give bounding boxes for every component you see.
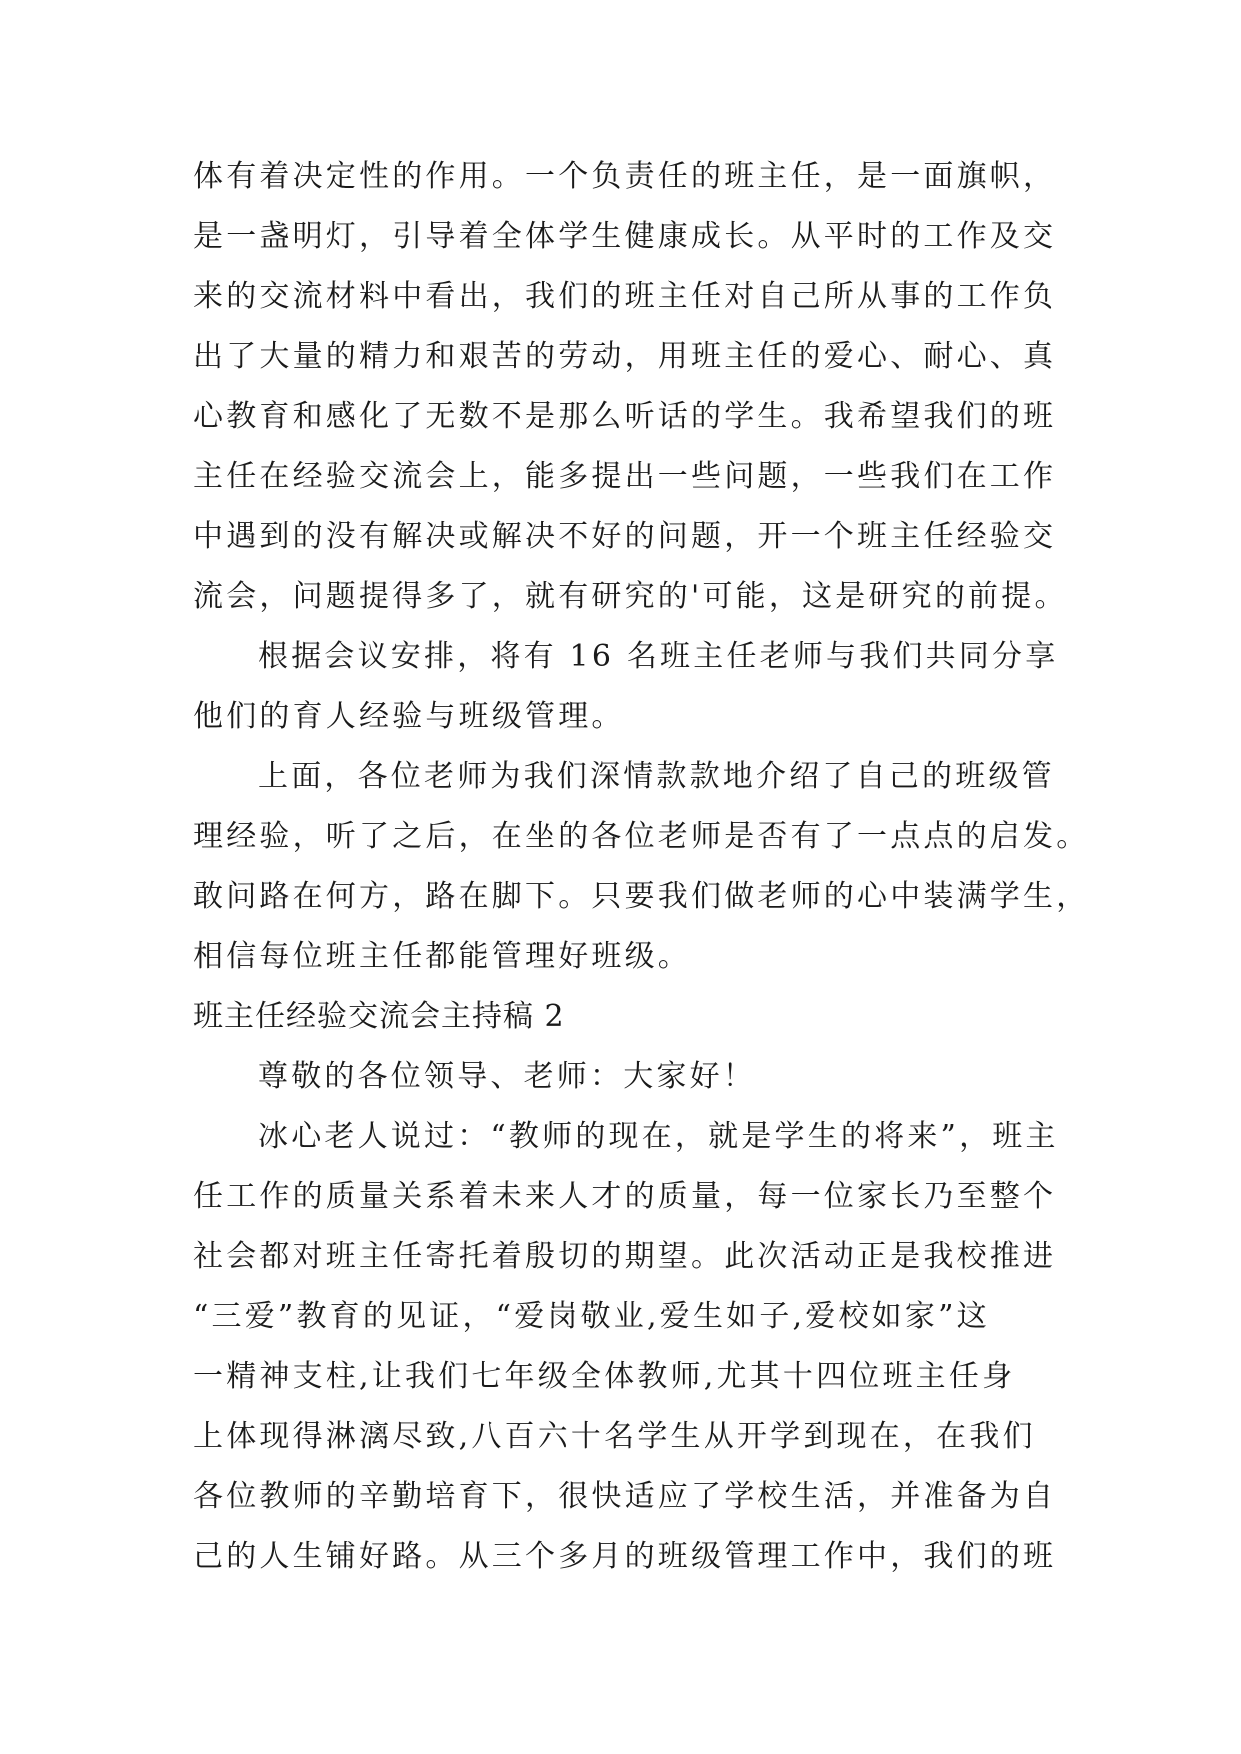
section-title: 班主任经验交流会主持稿 2 xyxy=(193,999,565,1034)
paragraph-line: 他们的育人经验与班级管理。 xyxy=(193,699,625,734)
paragraph-line: 中遇到的没有解决或解决不好的问题，开一个班主任经验交 xyxy=(193,519,1057,554)
paragraph-line: 体有着决定性的作用。一个负责任的班主任，是一面旗帜， xyxy=(193,159,1057,194)
paragraph-line: 来的交流材料中看出，我们的班主任对自己所从事的工作负 xyxy=(193,279,1057,314)
paragraph-line: 上面，各位老师为我们深情款款地介绍了自己的班级管 xyxy=(258,759,1055,794)
paragraph-line: 主任在经验交流会上，能多提出一些问题，一些我们在工作 xyxy=(193,459,1057,494)
paragraph-line: 根据会议安排，将有 16 名班主任老师与我们共同分享 xyxy=(258,639,1059,674)
paragraph-line: 流会，问题提得多了，就有研究的'可能，这是研究的前提。 xyxy=(193,579,1068,614)
paragraph-line: 上体现得淋漓尽致,八百六十名学生从开学到现在，在我们 xyxy=(193,1419,1036,1454)
paragraph-line: 敢问路在何方，路在脚下。只要我们做老师的心中装满学生， xyxy=(193,879,1090,914)
paragraph-line: 理经验，听了之后，在坐的各位老师是否有了一点点的启发。 xyxy=(193,819,1090,854)
paragraph-line: 心教育和感化了无数不是那么听话的学生。我希望我们的班 xyxy=(193,399,1057,434)
paragraph-line: 己的人生铺好路。从三个多月的班级管理工作中，我们的班 xyxy=(193,1539,1057,1574)
paragraph-line: 社会都对班主任寄托着殷切的期望。此次活动正是我校推进 xyxy=(193,1239,1057,1274)
paragraph-line: 冰心老人说过：“教师的现在，就是学生的将来”，班主 xyxy=(258,1119,1059,1154)
paragraph-line: 各位教师的辛勤培育下，很快适应了学校生活，并准备为自 xyxy=(193,1479,1057,1514)
paragraph-line: 相信每位班主任都能管理好班级。 xyxy=(193,939,691,974)
paragraph-line: 是一盏明灯，引导着全体学生健康成长。从平时的工作及交 xyxy=(193,219,1057,254)
paragraph-line: “三爱”教育的见证，“爱岗敬业,爱生如子,爱校如家”这 xyxy=(193,1299,990,1334)
paragraph-line: 任工作的质量关系着未来人才的质量，每一位家长乃至整个 xyxy=(193,1179,1057,1214)
greeting-line: 尊敬的各位领导、老师：大家好！ xyxy=(258,1059,756,1094)
paragraph-line: 一精神支柱,让我们七年级全体教师,尤其十四位班主任身 xyxy=(193,1359,1016,1394)
paragraph-line: 出了大量的精力和艰苦的劳动，用班主任的爱心、耐心、真 xyxy=(193,339,1057,374)
